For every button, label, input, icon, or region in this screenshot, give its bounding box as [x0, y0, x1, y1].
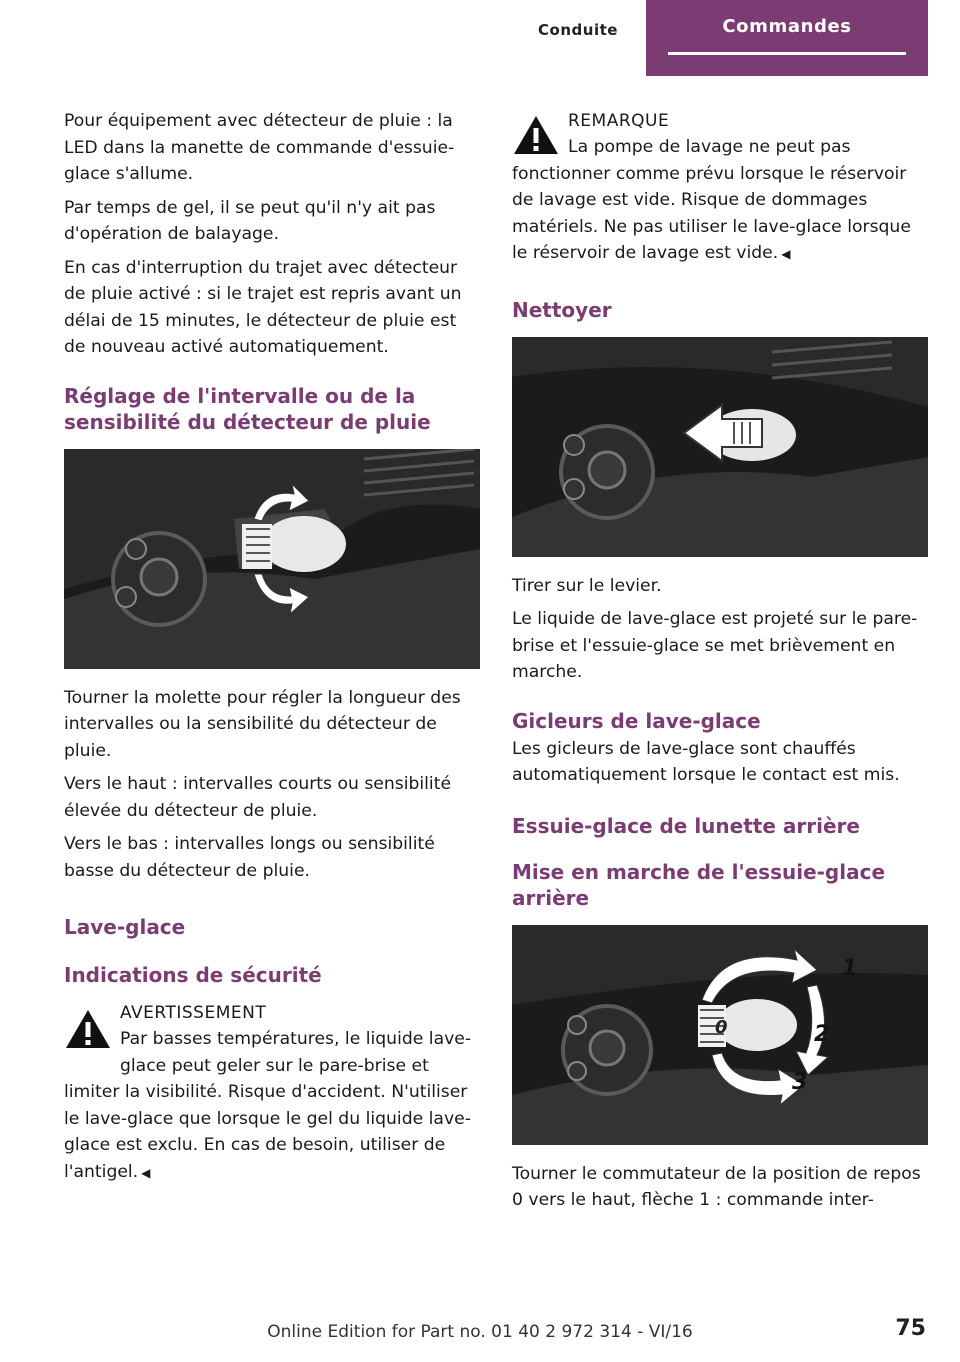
heading-nettoyer: Nettoyer — [512, 297, 612, 322]
warning-title: AVERTISSEMENT — [120, 1003, 267, 1023]
paragraph: Tourner le commutateur de la position de repos 0 vers le haut, flèche 1 : commande inter- — [512, 1163, 921, 1210]
figure-washer-lever — [512, 337, 928, 557]
heading-securite: Indications de sécurité — [64, 963, 322, 987]
warning-triangle-icon — [512, 114, 560, 156]
paragraph: En cas d'interruption du trajet avec détecteur de pluie activé : si le trajet est repris avant un délai de 15 minutes, le détecteur de pluie est de nouveau activé automatiquement. — [64, 257, 462, 357]
position-label-1: 1 — [842, 955, 858, 981]
paragraph: Tourner la molette pour régler la longueur des intervalles ou la sensibilité du détecteur de pluie. — [64, 687, 461, 761]
paragraph: Pour équipement avec détecteur de pluie : la LED dans la manette de commande d'essuie-glace s'allume. — [64, 111, 455, 184]
notice-box — [512, 108, 928, 267]
right-column — [512, 108, 928, 1221]
warning-triangle-icon — [64, 1008, 112, 1050]
heading-lave-glace: Lave-glace — [64, 915, 186, 939]
paragraph: Par temps de gel, il se peut qu'il n'y ait pas d'opération de balayage. — [64, 197, 436, 244]
heading-gicleurs: Gicleurs de lave-glace — [512, 708, 761, 733]
footer-edition: Online Edition for Part no. 01 40 2 972 314 - VI/16 — [267, 1322, 693, 1342]
paragraph: Tirer sur le levier. — [512, 575, 662, 596]
position-label-0: 0 — [715, 1016, 728, 1038]
left-column — [64, 108, 480, 1185]
figure-wiper-wheel — [64, 449, 480, 669]
paragraph: Le liquide de lave-glace est projeté sur le pare-brise et l'essuie-glace se met brièvement en marche. — [512, 609, 918, 682]
heading-mise-en-marche: Mise en marche de l'essuie-glace arrière — [512, 859, 886, 910]
warning-box — [64, 1000, 480, 1185]
notice-body: La pompe de lavage ne peut pas fonctionner comme prévu lorsque le réservoir de lavage est vide. Risque de dommages matériels. Ne pas utiliser le lave-glace lorsque le réservoir de lavage est vide. — [512, 137, 911, 263]
section-tab-conduite: Conduite — [538, 21, 618, 39]
position-label-3: 3 — [792, 1069, 808, 1095]
chapter-tab-commandes: Commandes — [668, 0, 906, 55]
end-mark-icon: ◀ — [141, 1165, 151, 1180]
warning-body: Par basses températures, le liquide lave-glace peut geler sur le pare-brise et limiter la visibilité. Risque d'accident. N'utiliser le lave-glace que lorsque le gel du liquide lave-glace est exclu. En cas de besoin, utiliser de l'antigel. — [64, 1029, 472, 1182]
position-label-2: 2 — [814, 1021, 830, 1047]
heading-essuie-glace-arriere: Essuie-glace de lunette arrière — [512, 813, 860, 838]
paragraph: Vers le haut : intervalles courts ou sensibilité élevée du détecteur de pluie. — [64, 774, 452, 821]
paragraph: Vers le bas : intervalles longs ou sensibilité basse du détecteur de pluie. — [64, 834, 435, 881]
figure-rear-wiper — [512, 925, 928, 1145]
end-mark-icon: ◀ — [781, 247, 791, 261]
heading-reglage: Réglage de l'intervalle ou de la sensibilité du détecteur de pluie — [64, 383, 431, 434]
page-number: 75 — [895, 1316, 926, 1341]
notice-title: REMARQUE — [568, 111, 670, 131]
paragraph: Les gicleurs de lave-glace sont chauffés automatiquement lorsque le contact est mis. — [512, 738, 900, 785]
